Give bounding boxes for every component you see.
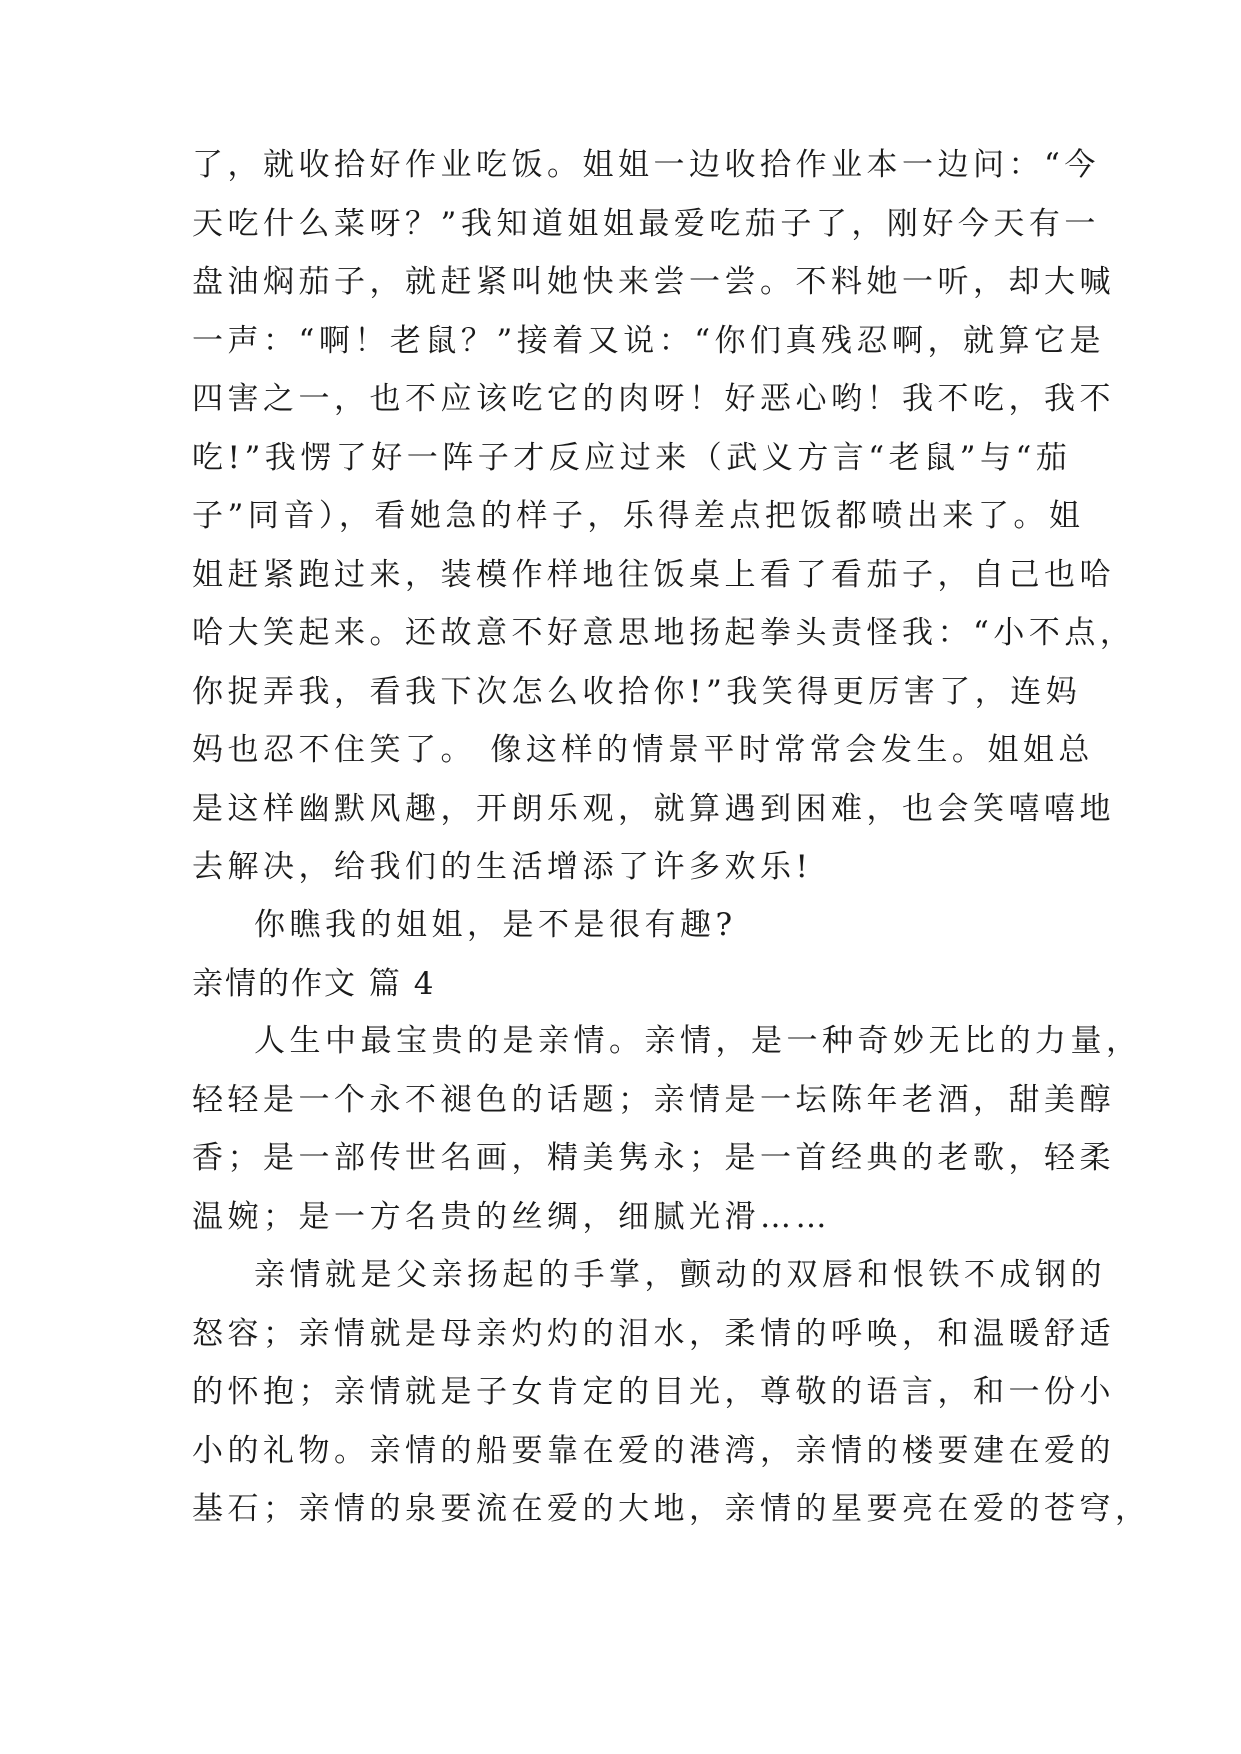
paragraph-essay-intro: [192, 1012, 1142, 1246]
text-line: 吃!”我愣了好一阵子才反应过来（武义方言“老鼠”与“茄: [192, 439, 1072, 476]
text-line: 人生中最宝贵的是亲情。亲情，是一种奇妙无比的力量，: [254, 1023, 1142, 1059]
text-line: 天吃什么菜呀？”我知道姐姐最爱吃茄子了，刚好今天有一: [192, 205, 1100, 242]
text-line: 温婉；是一方名贵的丝绸，细腻光滑……: [192, 1198, 831, 1235]
paragraph-sister-story: [192, 136, 1136, 897]
paragraph-essay-body: [192, 1246, 1151, 1539]
text-line: 小的礼物。亲情的船要靠在爱的港湾，亲情的楼要建在爱的: [192, 1432, 1115, 1469]
text-line: 亲情就是父亲扬起的手掌，颤动的双唇和恨铁不成钢的: [254, 1257, 1106, 1293]
section-heading: [192, 955, 1072, 1014]
text-line: 你捉弄我，看我下次怎么收拾你!”我笑得更厉害了，连妈: [192, 673, 1082, 710]
text-line: 香；是一部传世名画，精美隽永；是一首经典的老歌，轻柔: [192, 1140, 1115, 1176]
text-line: 去解决，给我们的生活增添了许多欢乐!: [192, 849, 813, 885]
text-line: 妈也忍不住笑了。 像这样的情景平时常常会发生。姐姐总: [192, 732, 1094, 768]
text-line: 怒容；亲情就是母亲灼灼的泪水，柔情的呼唤，和温暖舒适: [192, 1315, 1115, 1352]
text-line: 盘油焖茄子，就赶紧叫她快来尝一尝。不料她一听，却大喊: [192, 264, 1115, 300]
text-line: 你瞧我的姐姐，是不是很有趣?: [254, 907, 737, 943]
text-line: 轻轻是一个永不褪色的话题；亲情是一坛陈年老酒，甜美醇: [192, 1081, 1115, 1118]
text-line: 是这样幽默风趣，开朗乐观，就算遇到困难，也会笑嘻嘻地: [192, 790, 1115, 827]
text-line: 基石；亲情的泉要流在爱的大地，亲情的星要亮在爱的苍穹，: [192, 1491, 1151, 1527]
text-line: 四害之一，也不应该吃它的肉呀！好恶心哟！我不吃，我不: [192, 381, 1115, 417]
text-line: 哈大笑起来。还故意不好意思地扬起拳头责怪我：“小不点，: [192, 615, 1136, 651]
text-line: 了，就收拾好作业吃饭。姐姐一边收拾作业本一边问：“今: [192, 147, 1100, 183]
heading-text: 亲情的作文 篇 4: [192, 966, 436, 1002]
paragraph-closing: [192, 896, 1072, 955]
text-line: 的怀抱；亲情就是子女肯定的目光，尊敬的语言，和一份小: [192, 1374, 1115, 1410]
text-line: 子”同音），看她急的样子，乐得差点把饭都喷出来了。姐: [192, 498, 1085, 534]
text-line: 姐赶紧跑过来，装模作样地往饭桌上看了看茄子，自己也哈: [192, 556, 1115, 593]
text-line: 一声：“啊！老鼠？”接着又说：“你们真残忍啊，就算它是: [192, 322, 1106, 359]
